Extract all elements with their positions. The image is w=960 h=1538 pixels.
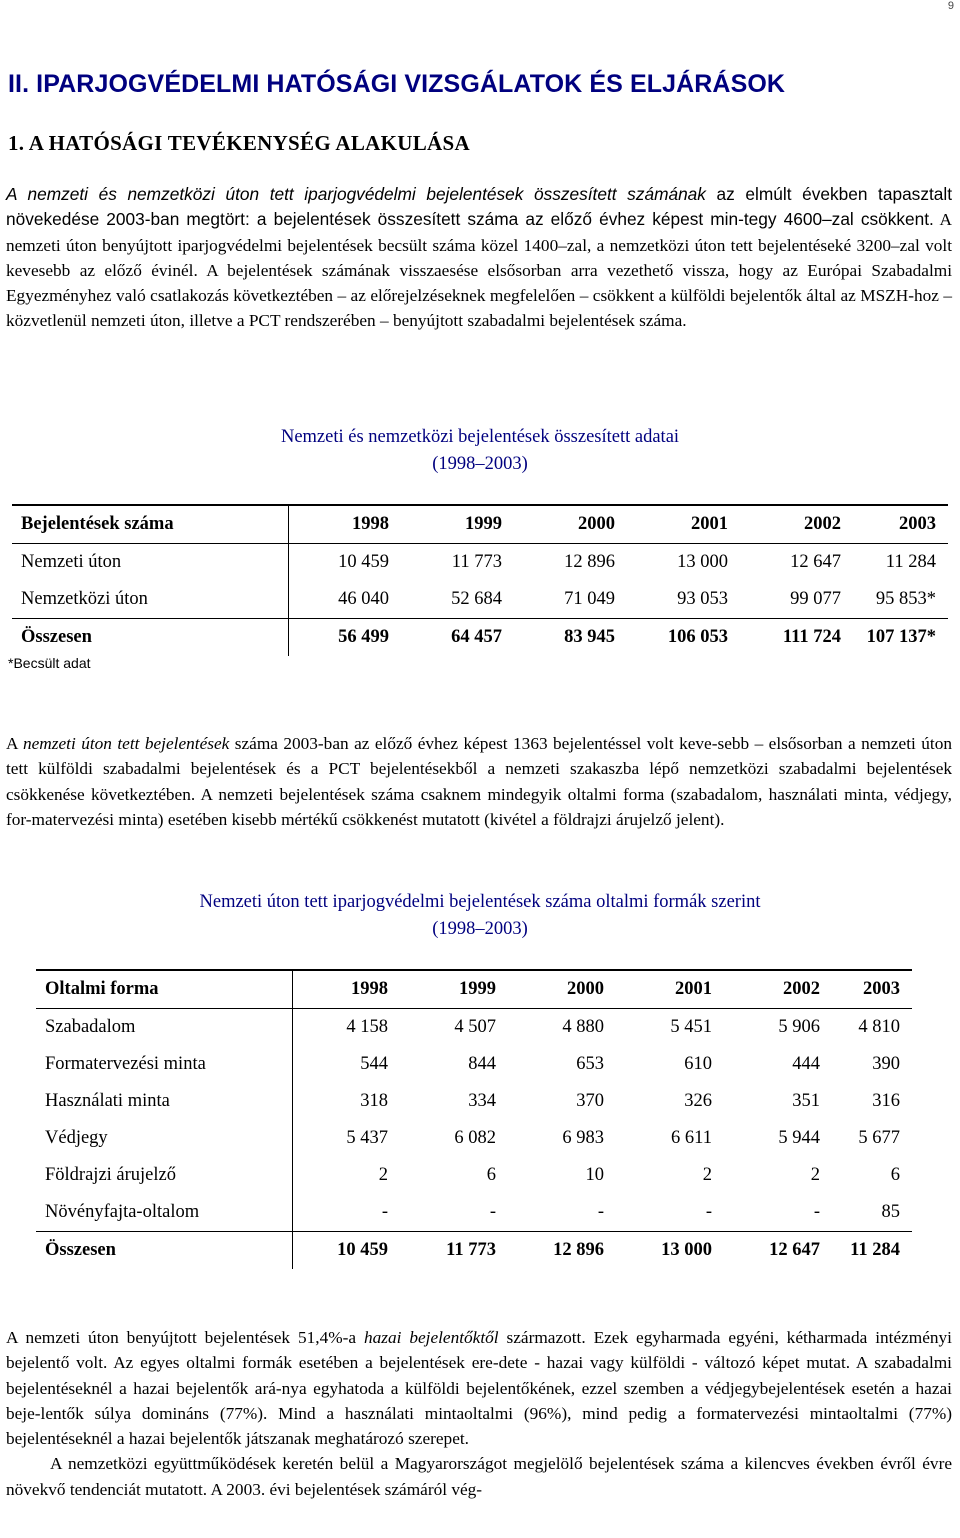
national-filings-paragraph — [6, 731, 952, 832]
table-row — [36, 1157, 912, 1194]
table-cell: 107 137* — [853, 619, 948, 657]
table-cell: 52 684 — [451, 589, 502, 609]
table-cell: 106 053 — [627, 619, 740, 657]
table-cell: 2 — [810, 1165, 820, 1185]
table-total-row — [12, 619, 948, 657]
table-cell: 326 — [684, 1091, 712, 1111]
table-cell: 351 — [792, 1091, 820, 1111]
table-cell: 4 158 — [292, 1009, 400, 1047]
table-header-row — [12, 505, 948, 544]
table1-caption — [0, 424, 960, 478]
table-cell: 56 499 — [288, 619, 401, 657]
table-cell: 10 459 — [292, 1232, 400, 1270]
table-cell: 4 810 — [832, 1009, 912, 1047]
header-cell: Bejelentések száma — [12, 505, 288, 544]
header-cell: 2002 — [724, 970, 832, 1009]
table2-caption-years: (1998–2003) — [432, 919, 528, 939]
table-row — [36, 1046, 912, 1083]
table1-caption-title: Nemzeti és nemzetközi bejelentések összesített adatai — [280, 427, 680, 447]
section-title: 1. A HATÓSÁGI TEVÉKENYSÉG ALAKULÁSA — [8, 131, 470, 155]
header-cell: Oltalmi forma — [36, 970, 292, 1009]
table-cell: 318 — [360, 1091, 388, 1111]
table-cell: 11 773 — [401, 544, 514, 582]
table-cell: 46 040 — [338, 589, 389, 609]
row-label: Nemzeti úton — [12, 544, 288, 582]
table2-caption — [0, 889, 960, 943]
table-cell: 93 053 — [677, 589, 728, 609]
table-row — [36, 1083, 912, 1120]
header-cell: 2000 — [508, 970, 616, 1009]
combined-filings-table — [12, 504, 948, 656]
table-cell: 6 — [486, 1165, 496, 1185]
table2-caption-title: Nemzeti úton tett iparjogvédelmi bejelentések száma oltalmi formák szerint — [199, 892, 761, 912]
header-cell: 2003 — [832, 970, 912, 1009]
table-cell: 111 724 — [740, 619, 853, 657]
table-cell: 95 853* — [875, 589, 936, 609]
table-cell: 12 647 — [740, 544, 853, 582]
intro-paragraph — [6, 182, 952, 334]
table-cell: 334 — [468, 1091, 496, 1111]
table-cell: 6 611 — [671, 1128, 712, 1148]
header-cell: 2000 — [514, 505, 627, 544]
row-label: Védjegy — [36, 1120, 292, 1157]
table-row — [12, 581, 948, 619]
table-cell: - — [705, 1202, 712, 1222]
protection-forms-table — [36, 969, 912, 1269]
intro-sans-text: az elmúlt években tapasztalt növekedése 2003-ban megtört: a bejelentések összesített száma az előző évhez képest min-tegy 4600–zal csökkent. — [6, 184, 953, 230]
table-cell: 71 049 — [564, 589, 615, 609]
p3-next-paragraph: A nemzetközi együttműködések keretén belül a Magyarországot megjelölő bejelentések száma a kilencves években évről évre növekvő tendenciát mutatott. A 2003. évi bejelentések számáról vég- — [6, 1454, 952, 1499]
table-cell: 316 — [872, 1091, 900, 1111]
table-cell: 5 451 — [616, 1009, 724, 1047]
table-cell: 5 944 — [778, 1128, 820, 1148]
table-header-row — [36, 970, 912, 1009]
table-cell: 4 507 — [400, 1009, 508, 1047]
table1-footnote: *Becsült adat — [8, 655, 91, 671]
table-total-row — [36, 1232, 912, 1270]
header-cell: 2003 — [853, 505, 948, 544]
chapter-title: II. IPARJOGVÉDELMI HATÓSÁGI VIZSGÁLATOK ÉS ELJÁRÁSOK — [8, 70, 786, 98]
table-cell: 99 077 — [790, 589, 841, 609]
header-cell: 1998 — [292, 970, 400, 1009]
table-cell: 85 — [881, 1202, 900, 1222]
table-cell: 12 896 — [508, 1232, 616, 1270]
table-cell: 653 — [576, 1054, 604, 1074]
p3-text-b: származott. Ezek egyharmada egyéni, kétharmada intézményi bejelentő volt. Az egyes oltalmi formák esetében a bejelentések ere-dete - hazai vagy külföldi - változó képet mutat. A szabadalmi bejelentéseknél a hazai bejelentők ará-nya egyhatoda a külföldi bejelentőkének, ezzel szemben a védjegybejelentések esetén a hazai beje-lentők súlya domináns (77%). Mind a használati mintaoltalmi (96%), mind pedig a formatervezési mintaoltalmi (77%) bejelentéseknél a hazai bejelentők játszanak meghatározó szerepet. — [6, 1328, 952, 1449]
row-label: Nemzetközi úton — [12, 581, 288, 619]
table-cell: 11 773 — [400, 1232, 508, 1270]
header-cell: 1999 — [400, 970, 508, 1009]
intro-serif-text: A nemzeti úton benyújtott iparjogvédelmi bejelentések becsült száma közel 1400–zal, a nemzetközi úton tett bejelentéseké 3200–zal volt kevesebb az előző évinél. A bejelentések számának visszaesése elsősorban arra vezethető vissza, hogy az Európai Szabadalmi Egyezményhez való csatlakozás következtében – az előrejelzéseknek megfelelően – csökkent a külföldi bejelentők által az MSZH-hoz – közvetlenül nemzeti úton, illetve a PCT rendszerében – benyújtott szabadalmi bejelentések száma. — [6, 210, 952, 331]
table-cell: 64 457 — [401, 619, 514, 657]
p3-italic: hazai bejelentőktől — [363, 1328, 499, 1347]
header-cell: 1998 — [288, 505, 401, 544]
row-label: Összesen — [12, 619, 288, 657]
table-cell: 6 — [890, 1165, 900, 1185]
intro-italic-lead: A nemzeti és nemzetközi úton tett iparjogvédelmi bejelentések összesített számának — [6, 184, 706, 204]
table-cell: 370 — [576, 1091, 604, 1111]
row-label: Formatervezési minta — [36, 1046, 292, 1083]
table-cell: 5 906 — [724, 1009, 832, 1047]
row-label: Földrajzi árujelző — [36, 1157, 292, 1194]
table-cell: 11 284 — [832, 1232, 912, 1270]
row-label: Szabadalom — [36, 1009, 292, 1047]
table-cell: 4 880 — [508, 1009, 616, 1047]
header-cell: 2001 — [616, 970, 724, 1009]
page-number: 9 — [947, 0, 954, 12]
p3-text-a: A nemzeti úton benyújtott bejelentések 51,4%-a — [6, 1328, 364, 1347]
table-cell: 544 — [360, 1054, 388, 1074]
table-cell: 12 647 — [724, 1232, 832, 1270]
table-cell: 10 459 — [288, 544, 401, 582]
table-cell: 390 — [872, 1054, 900, 1074]
table-cell: 10 — [585, 1165, 604, 1185]
table-cell: 11 284 — [853, 544, 948, 582]
table-cell: 6 983 — [562, 1128, 604, 1148]
table-cell: - — [597, 1202, 604, 1222]
table-cell: - — [489, 1202, 496, 1222]
table-cell: 610 — [684, 1054, 712, 1074]
row-label: Összesen — [36, 1232, 292, 1270]
table-row — [12, 544, 948, 582]
table-row — [36, 1194, 912, 1232]
table-cell: 13 000 — [616, 1232, 724, 1270]
table-cell: - — [813, 1202, 820, 1222]
table-cell: 6 082 — [454, 1128, 496, 1148]
table-cell: 444 — [792, 1054, 820, 1074]
table-cell: 2 — [702, 1165, 712, 1185]
table-cell: 2 — [378, 1165, 388, 1185]
table-cell: 844 — [468, 1054, 496, 1074]
row-label: Növényfajta-oltalom — [36, 1194, 292, 1232]
p2-text-b: száma 2003-ban az előző évhez képest 1363 bejelentéssel volt keve-sebb – elsősorban a nemzeti úton tett külföldi szabadalmi bejelentések és a PCT bejelentésekből a nemzeti szakaszba lépő nemzetközi szabadalmi bejelentések csökkenése következtében. A nemzeti bejelentések száma csaknem mindegyik oltalmi forma (szabadalom, használati minta, védjegy, for-matervezési minta) esetében kisebb mértékű csökkenést mutatott (kivétel a földrajzi árujelző jelent). — [6, 734, 952, 829]
header-cell: 2001 — [627, 505, 740, 544]
header-cell: 2002 — [740, 505, 853, 544]
domestic-applicants-paragraph — [6, 1325, 952, 1502]
table-cell: 83 945 — [514, 619, 627, 657]
row-label: Használati minta — [36, 1083, 292, 1120]
header-cell: 1999 — [401, 505, 514, 544]
p2-italic: nemzeti úton tett bejelentések — [22, 734, 230, 753]
table-row — [36, 1120, 912, 1157]
table-cell: 12 896 — [514, 544, 627, 582]
table-cell: 5 437 — [346, 1128, 388, 1148]
table1-caption-years: (1998–2003) — [432, 454, 528, 474]
table-row — [36, 1009, 912, 1047]
table-cell: - — [381, 1202, 388, 1222]
table-cell: 5 677 — [858, 1128, 900, 1148]
table-cell: 13 000 — [627, 544, 740, 582]
p2-text-a: A — [6, 734, 23, 753]
